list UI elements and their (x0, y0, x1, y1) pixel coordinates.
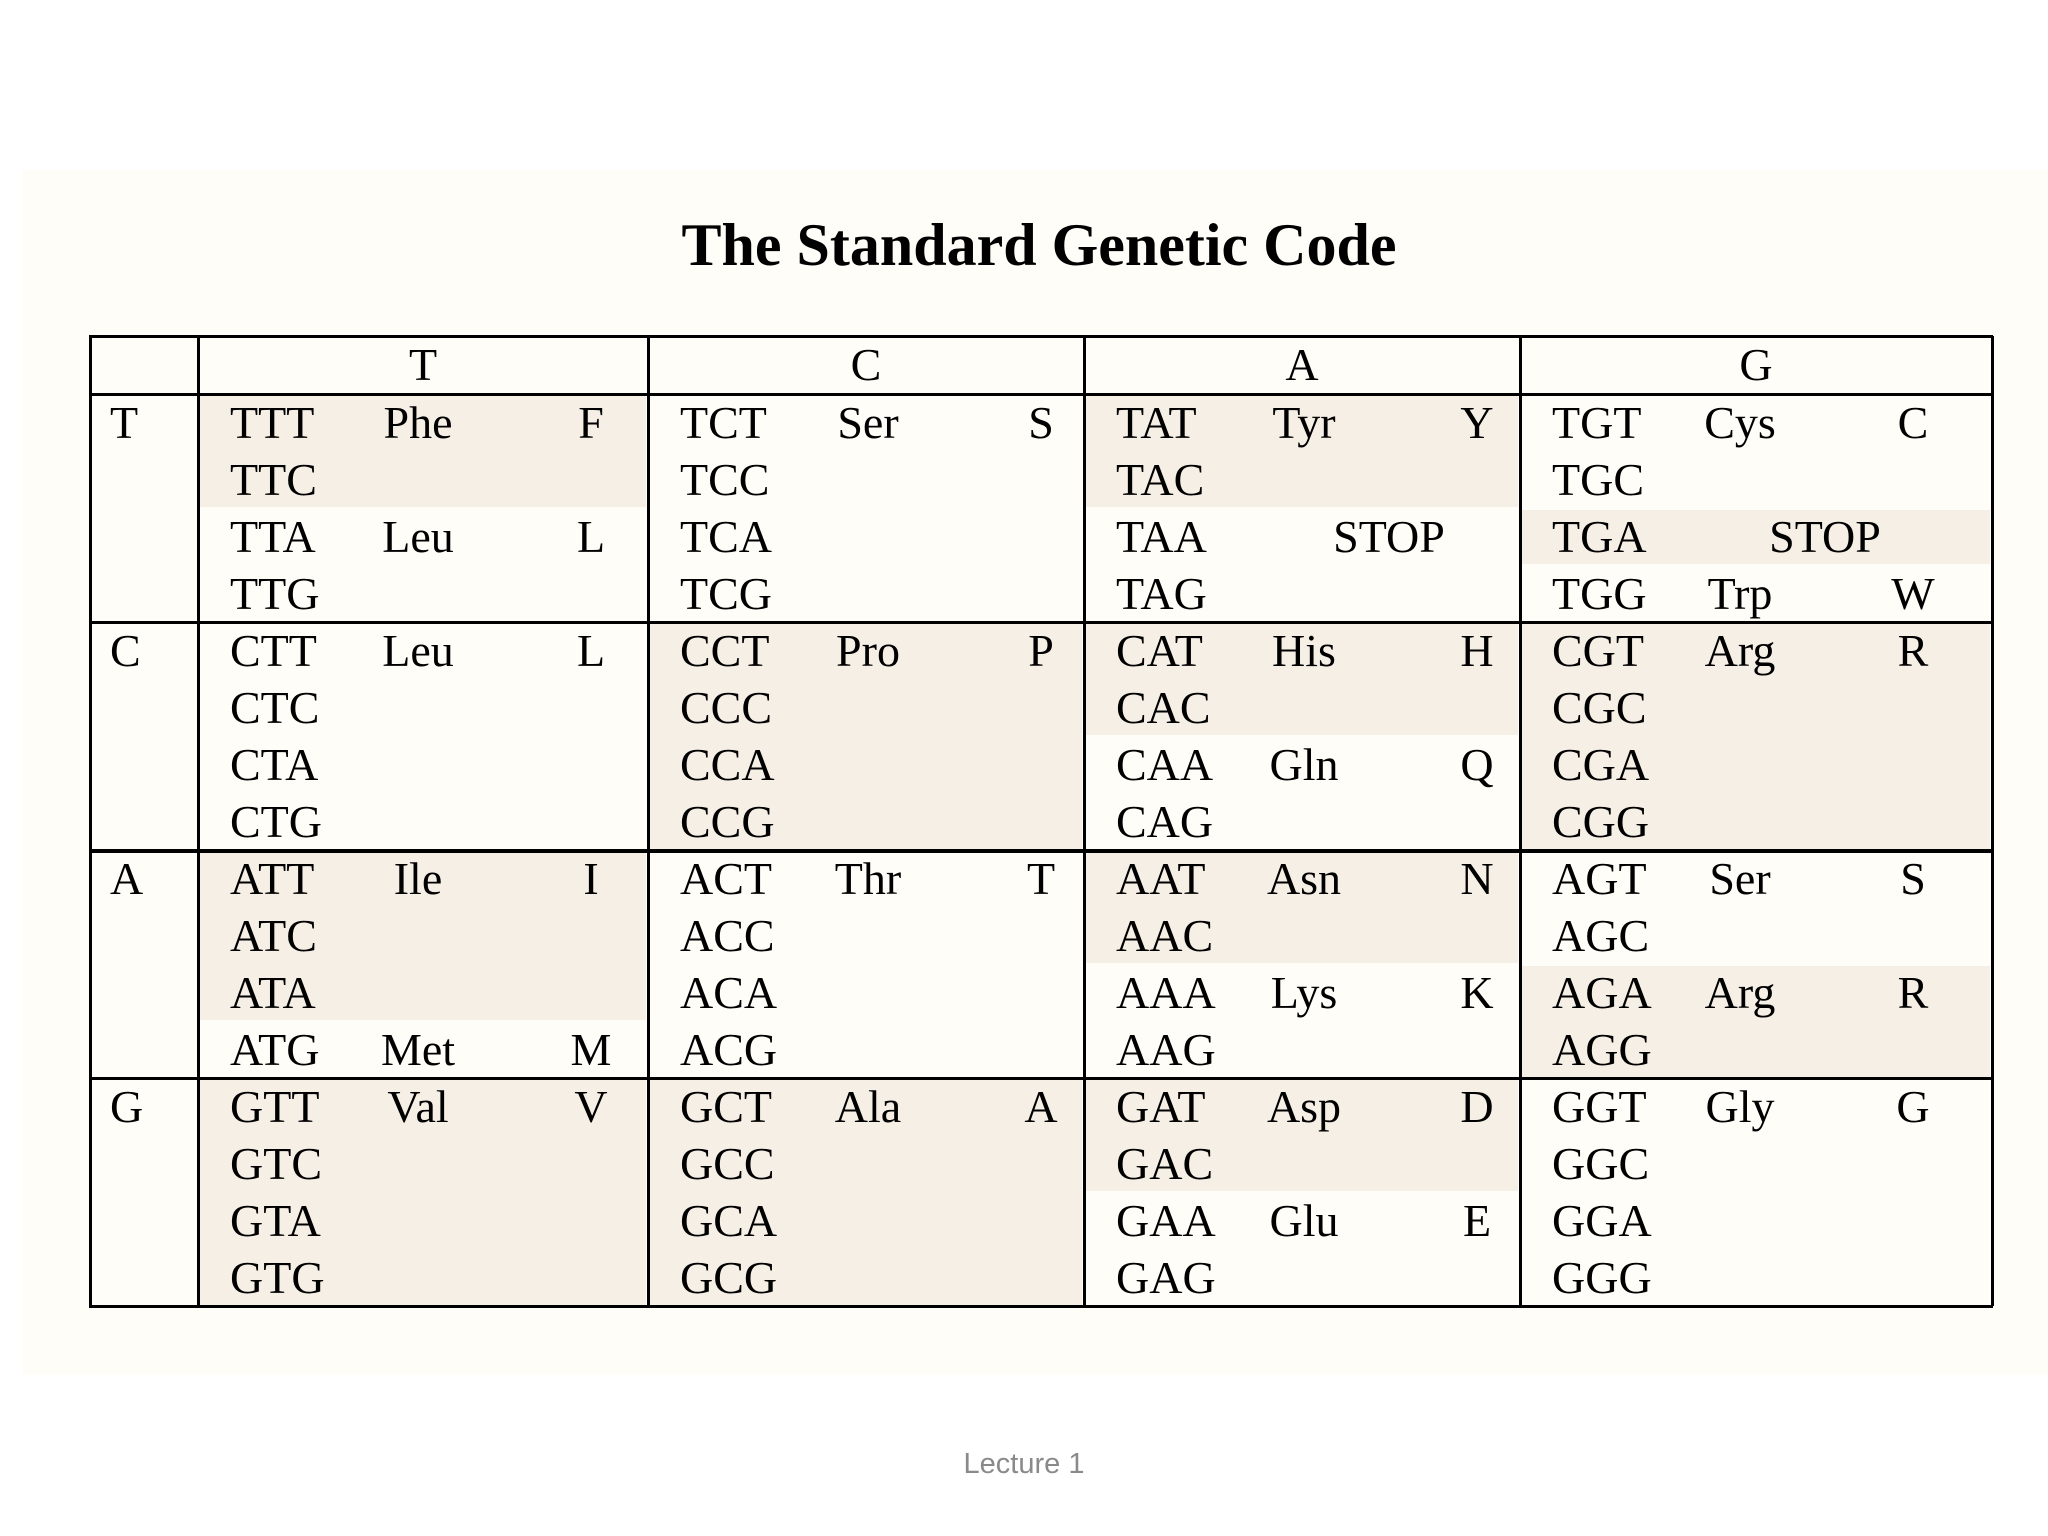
codon: AGA (1552, 967, 1652, 1018)
codon: CTG (230, 796, 322, 847)
codon: GAA (1116, 1195, 1216, 1246)
amino-acid-letter: A (1024, 1081, 1058, 1132)
amino-acid-letter: Y (1460, 397, 1494, 448)
codon: TCG (680, 568, 772, 619)
amino-acid-letter: P (1028, 625, 1054, 676)
codon: TCC (680, 454, 770, 505)
codon: GGC (1552, 1138, 1650, 1189)
column-header: A (1285, 339, 1319, 390)
codon: TGT (1552, 397, 1642, 448)
codon: CCC (680, 682, 773, 733)
codon: GAG (1116, 1252, 1216, 1303)
codon: TAA (1116, 511, 1207, 562)
codon: GGG (1552, 1252, 1652, 1303)
amino-acid-letter: K (1460, 967, 1494, 1018)
codon: TGA (1552, 511, 1647, 562)
page-title: The Standard Genetic Code (681, 212, 1397, 278)
codon: AAG (1116, 1024, 1216, 1075)
amino-acid: Ser (837, 397, 899, 448)
codon: AGC (1552, 910, 1650, 961)
column-rule (1083, 336, 1086, 1306)
amino-acid: Asn (1266, 853, 1342, 904)
codon: GAT (1116, 1081, 1206, 1132)
codon: CGG (1552, 796, 1650, 847)
codon: CTA (230, 739, 319, 790)
amino-acid-letter: R (1897, 625, 1929, 676)
amino-acid-letter: S (1900, 853, 1926, 904)
codon: GCG (680, 1252, 778, 1303)
amino-acid-letter: W (1891, 568, 1935, 619)
amino-acid-letter: L (576, 511, 606, 562)
amino-acid: Val (387, 1081, 449, 1132)
codon: GTC (230, 1138, 322, 1189)
amino-acid: Gly (1705, 1081, 1775, 1132)
codon: CTC (230, 682, 320, 733)
codon: TTA (230, 511, 316, 562)
amino-acid: Tyr (1272, 397, 1336, 448)
codon: TGG (1552, 568, 1647, 619)
codon: CAC (1116, 682, 1211, 733)
codon: ACC (680, 910, 775, 961)
codon: AGT (1552, 853, 1647, 904)
codon: CCA (680, 739, 775, 790)
codon: CAT (1116, 625, 1203, 676)
codon: AAT (1116, 853, 1206, 904)
row-label: A (110, 853, 144, 904)
stop-codon-label: STOP (1333, 511, 1445, 562)
amino-acid-letter: N (1460, 853, 1494, 904)
column-header: T (408, 339, 438, 390)
codon: CCG (680, 796, 775, 847)
codon: AGG (1552, 1024, 1652, 1075)
row-rule (89, 335, 1993, 338)
row-rule (89, 621, 1993, 624)
codon: CGA (1552, 739, 1650, 790)
codon: CAG (1116, 796, 1214, 847)
amino-acid-letter: G (1896, 1081, 1930, 1132)
amino-acid: Gln (1269, 739, 1339, 790)
row-rule (89, 849, 1993, 853)
amino-acid: Ala (834, 1081, 902, 1132)
amino-acid-letter: R (1897, 967, 1929, 1018)
amino-acid-letter: V (574, 1081, 608, 1132)
row-rule (89, 1077, 1993, 1080)
codon: ACT (680, 853, 772, 904)
amino-acid-letter: Q (1460, 739, 1494, 790)
slide-footer: Lecture 1 (963, 1448, 1085, 1480)
amino-acid: Leu (382, 511, 454, 562)
codon: GTA (230, 1195, 321, 1246)
codon: ATT (230, 853, 315, 904)
amino-acid: Glu (1269, 1195, 1339, 1246)
codon: AAC (1116, 910, 1214, 961)
codon: CAA (1116, 739, 1214, 790)
amino-acid: Arg (1704, 625, 1776, 676)
row-rule (89, 393, 1993, 396)
amino-acid: Lys (1270, 967, 1338, 1018)
codon: TAT (1116, 397, 1197, 448)
amino-acid: Thr (834, 853, 902, 904)
amino-acid: Pro (836, 625, 900, 676)
codon: GGA (1552, 1195, 1652, 1246)
codon: GCT (680, 1081, 772, 1132)
codon: TAG (1116, 568, 1207, 619)
amino-acid: Cys (1704, 397, 1776, 448)
amino-acid: His (1272, 625, 1336, 676)
row-rule (89, 1305, 1993, 1308)
codon: GCC (680, 1138, 775, 1189)
codon: CGT (1552, 625, 1644, 676)
codon: TCT (680, 397, 767, 448)
column-header: C (850, 339, 882, 390)
column-rule (197, 336, 200, 1306)
column-rule (1991, 336, 1994, 1306)
codon: ACG (680, 1024, 778, 1075)
codon: CCT (680, 625, 770, 676)
codon: GCA (680, 1195, 778, 1246)
codon: TGC (1552, 454, 1644, 505)
codon: ATC (230, 910, 317, 961)
amino-acid: Ile (393, 853, 443, 904)
amino-acid: Phe (383, 397, 453, 448)
amino-acid-letter: H (1460, 625, 1494, 676)
codon: TTG (230, 568, 320, 619)
amino-acid-letter: F (578, 397, 604, 448)
amino-acid-letter: E (1462, 1195, 1492, 1246)
amino-acid-letter: C (1897, 397, 1929, 448)
codon: ATG (230, 1024, 320, 1075)
amino-acid: Asp (1266, 1081, 1342, 1132)
codon: TAC (1116, 454, 1205, 505)
amino-acid: Ser (1709, 853, 1771, 904)
row-label: T (110, 397, 139, 448)
column-rule (1519, 336, 1522, 1306)
codon: GGT (1552, 1081, 1647, 1132)
amino-acid-letter: D (1460, 1081, 1494, 1132)
column-rule (647, 336, 650, 1306)
codon: TTC (230, 454, 317, 505)
row-label: C (110, 625, 141, 676)
column-rule (89, 336, 92, 1306)
codon: ATA (230, 967, 316, 1018)
amino-acid: Arg (1704, 967, 1776, 1018)
codon: CGC (1552, 682, 1647, 733)
amino-acid: Leu (382, 625, 454, 676)
column-header: G (1739, 339, 1773, 390)
amino-acid-letter: T (1026, 853, 1056, 904)
amino-acid: Trp (1707, 568, 1773, 619)
codon: GAC (1116, 1138, 1214, 1189)
amino-acid-letter: I (583, 853, 599, 904)
codon: TTT (230, 397, 315, 448)
codon: AAA (1116, 967, 1216, 1018)
codon: GTG (230, 1252, 325, 1303)
genetic-code-table (90, 336, 1992, 1305)
stop-codon-label: STOP (1769, 511, 1881, 562)
amino-acid-letter: M (570, 1024, 612, 1075)
codon: ACA (680, 967, 778, 1018)
amino-acid-letter: S (1028, 397, 1054, 448)
codon: CTT (230, 625, 317, 676)
codon: TCA (680, 511, 772, 562)
codon: GTT (230, 1081, 320, 1132)
row-label: G (110, 1081, 144, 1132)
amino-acid: Met (380, 1024, 456, 1075)
amino-acid-letter: L (576, 625, 606, 676)
